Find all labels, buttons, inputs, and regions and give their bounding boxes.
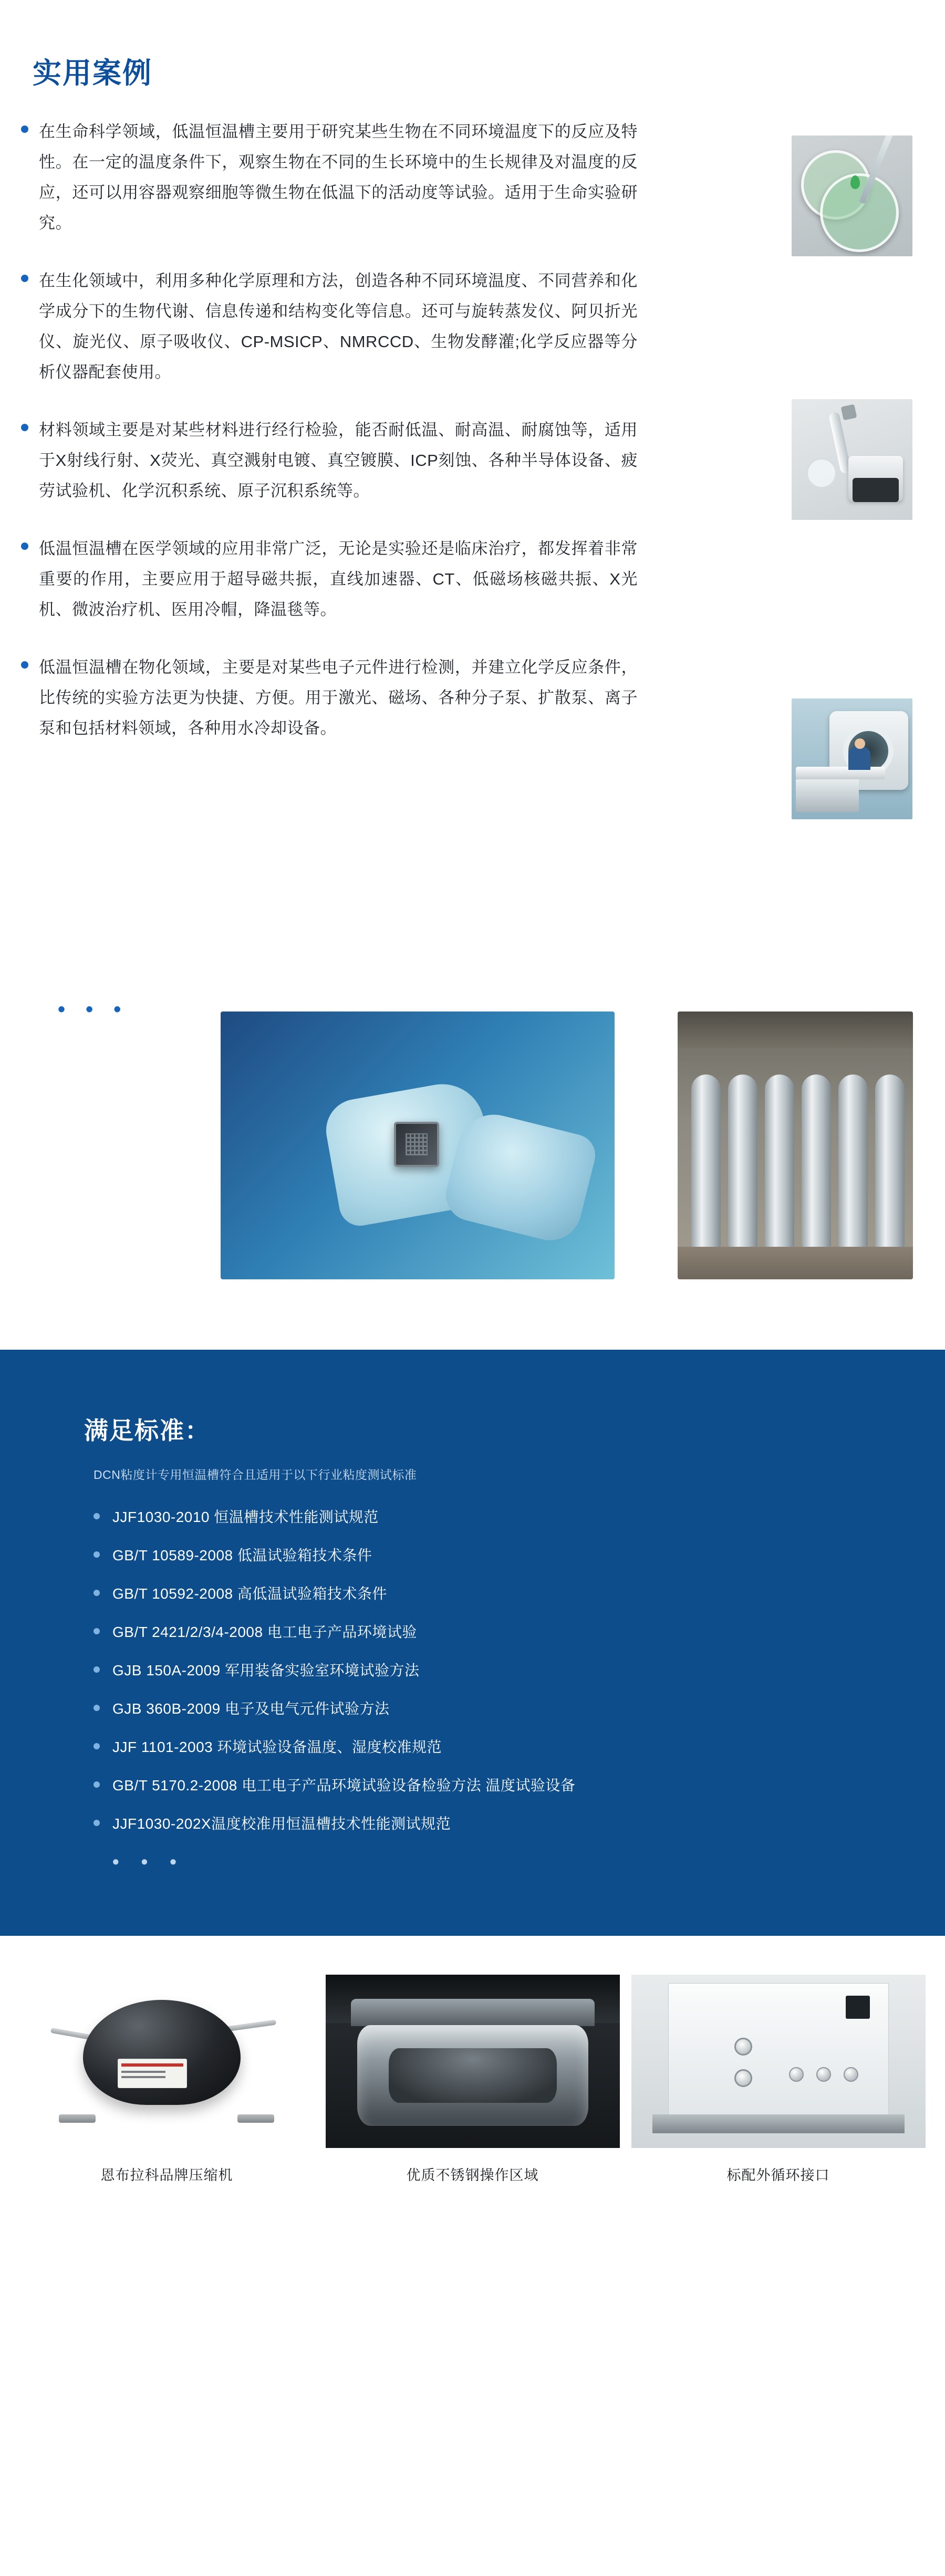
bullet-icon xyxy=(94,1820,100,1826)
standard-label: GB/T 5170.2-2008 电工电子产品环境试验设备检验方法 温度试验设备 xyxy=(112,1777,576,1793)
bullet-icon xyxy=(94,1551,100,1558)
bullet-icon xyxy=(21,661,28,669)
compressor-photo xyxy=(20,1975,314,2148)
more-dots: • • • xyxy=(58,998,129,1021)
standard-label: GJB 360B-2009 电子及电气元件试验方法 xyxy=(112,1701,390,1717)
case-text: 材料领域主要是对某些材料进行经行检验，能否耐低温、耐高温、耐腐蚀等，适用于X射线行射、X荧光、真空溅射电镀、真空镀膜、ICP刻蚀、各种半导体设备、疲劳试验机、化学沉积系统、原子沉积系统等。 xyxy=(39,421,638,500)
list-item xyxy=(94,1544,945,1565)
list-item xyxy=(94,1506,945,1527)
list-item xyxy=(21,534,683,625)
product-feature-compressor xyxy=(20,1975,314,2184)
case-text: 低温恒温槽在医学领域的应用非常广泛，无论是实验还是临床治疗，都发挥着非常重要的作用，主要应用于超导磁共振，直线加速器、CT、低磁场核磁共振、X光机、微波治疗机、医用冷帽，降温毯等。 xyxy=(39,539,638,619)
circulation-port-photo xyxy=(631,1975,926,2148)
product-caption: 标配外循环接口 xyxy=(726,2167,830,2183)
bullet-icon xyxy=(21,275,28,282)
bullet-icon xyxy=(21,543,28,550)
list-item xyxy=(21,266,683,388)
petri-dish-photo xyxy=(792,135,912,256)
bullet-icon xyxy=(21,424,28,431)
list-item xyxy=(94,1697,945,1718)
case-list xyxy=(21,117,683,744)
product-features-section xyxy=(0,1936,945,2221)
standards-section xyxy=(0,1350,945,1936)
standard-label: JJF1030-202X温度校准用恒温槽技术性能测试规范 xyxy=(112,1816,451,1832)
standards-title: 满足标准： xyxy=(84,1417,210,1444)
bullet-icon xyxy=(21,126,28,133)
product-feature-steel-area xyxy=(326,1975,620,2184)
case-text: 低温恒温槽在物化领域，主要是对某些电子元件进行检测，并建立化学反应条件，比传统的实验方法更为快捷、方便。用于激光、磁场、各种分子泵、扩散泵、离子泵和包括材料领域，各种用水冷却设备。 xyxy=(39,658,638,737)
standard-label: JJF 1101-2003 环境试验设备温度、湿度校准规范 xyxy=(112,1739,442,1755)
product-feature-circulation-port xyxy=(631,1975,926,2184)
list-item xyxy=(94,1659,945,1680)
mri-scanner-photo xyxy=(792,698,912,819)
standard-label: GB/T 2421/2/3/4-2008 电工电子产品环境试验 xyxy=(112,1624,417,1640)
product-caption: 优质不锈钢操作区域 xyxy=(406,2167,539,2183)
bullet-icon xyxy=(94,1705,100,1711)
list-item xyxy=(94,1736,945,1757)
bullet-icon xyxy=(94,1628,100,1634)
list-item xyxy=(21,117,683,238)
list-item xyxy=(94,1812,945,1833)
list-item xyxy=(21,415,683,506)
case-text: 在生化领域中，利用多种化学原理和方法，创造各种不同环境温度、不同营养和化学成分下的生物代谢、信息传递和结构变化等信息。还可与旋转蒸发仪、阿贝折光仪、旋光仪、原子吸收仪、CP-MSICP、NMRCCD、生物发酵灌;化学反应器等分析仪器配套使用。 xyxy=(39,272,638,381)
page-title: 实用案例 xyxy=(33,57,153,89)
standard-label: JJF1030-2010 恒温槽技术性能测试规范 xyxy=(112,1509,379,1525)
bullet-icon xyxy=(94,1743,100,1749)
list-item xyxy=(94,1621,945,1642)
standard-label: GJB 150A-2009 军用装备实验室环境试验方法 xyxy=(112,1662,420,1678)
more-dots: • • • xyxy=(112,1851,185,1872)
product-caption: 恩布拉科品牌压缩机 xyxy=(100,2167,233,2183)
standard-label: GB/T 10592-2008 高低温试验箱技术条件 xyxy=(112,1586,387,1602)
rotary-evaporator-photo xyxy=(792,399,912,520)
bullet-icon xyxy=(94,1513,100,1519)
stainless-work-area-photo xyxy=(326,1975,620,2148)
list-item xyxy=(21,652,683,744)
list-item xyxy=(94,1774,945,1795)
bullet-icon xyxy=(94,1590,100,1596)
standards-subtitle: DCN粘度计专用恒温槽符合且适用于以下行业粘度测试标准 xyxy=(94,1468,417,1482)
list-item xyxy=(94,1582,945,1603)
semiconductor-chip-photo xyxy=(221,1011,615,1279)
bullet-icon xyxy=(94,1781,100,1788)
standard-label: GB/T 10589-2008 低温试验箱技术条件 xyxy=(112,1547,372,1563)
bullet-icon xyxy=(94,1666,100,1673)
case-text: 在生命科学领域，低温恒温槽主要用于研究某些生物在不同环境温度下的反应及特性。在一定的温度条件下，观察生物在不同的生长环境中的生长规律及对温度的反应，还可以用容器观察细胞等微生物在低温下的活动度等试验。适用于生命实验研究。 xyxy=(39,122,638,232)
steel-tanks-photo xyxy=(678,1011,913,1279)
standards-list xyxy=(94,1506,945,1833)
